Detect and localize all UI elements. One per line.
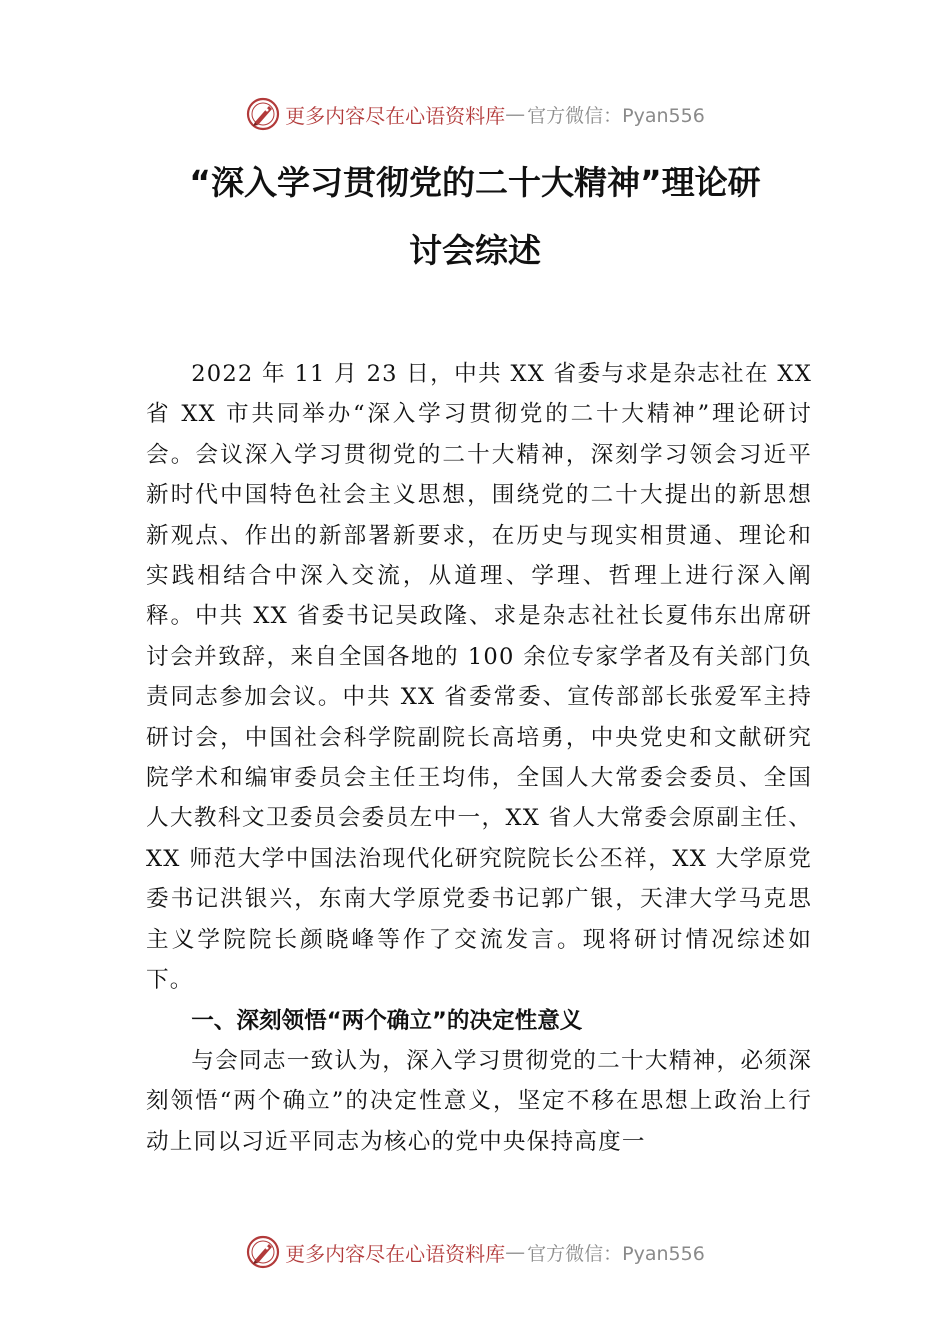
pen-nib-seal-icon [245,1234,281,1270]
watermark-site-name: 更多内容尽在心语资料库 [285,103,506,128]
watermark-contact: 官方微信：Pyan556 [527,104,705,127]
watermark-header [0,92,950,136]
document-body [146,354,812,1162]
watermark-dash: — [505,1240,526,1264]
title-line-1: “深入学习贯彻党的二十大精神”理论研 [189,163,761,202]
body-paragraph-1: 2022 年 11 月 23 日，中共 XX 省委与求是杂志社在 XX 省 XX 市共同举办“深入学习贯彻党的二十大精神”理论研讨会。会议深入学习贯彻党的二十大精神，深刻学习领会习近平新时代中国特色社会主义思想，围绕党的二十大提出的新思想新观点、作出的新部署新要求，在历史与现实相贯通、理论和实践相结合中深入交流，从道理、学理、哲理上进行深入阐释。中共 XX 省委书记吴政隆、求是杂志社社长夏伟东出席研讨会并致辞，来自全国各地的 100 余位专家学者及有关部门负责同志参加会议。中共 XX 省委常委、宣传部部长张爱军主持研讨会，中国社会科学院副院长高培勇，中央党史和文献研究院学术和编审委员会主任王均伟，全国人大常委会委员、全国人大教科文卫委员会委员左中一，XX 省人大常委会原副主任、XX 师范大学中国法治现代化研究院院长公丕祥，XX 大学原党委书记洪银兴，东南大学原党委书记郭广银，天津大学马克思主义学院院长颜晓峰等作了交流发言。现将研讨情况综述如下。 [146,361,812,994]
watermark-site-name: 更多内容尽在心语资料库 [285,1241,506,1266]
watermark-contact: 官方微信：Pyan556 [527,1242,705,1265]
document-title [120,160,830,274]
watermark-dash: — [505,102,526,126]
section-heading-1: 一、深刻领悟“两个确立”的决定性意义 [191,1007,583,1034]
title-line-2: 讨会综述 [409,231,541,270]
watermark-footer [0,1230,950,1274]
body-paragraph-2: 与会同志一致认为，深入学习贯彻党的二十大精神，必须深刻领悟“两个确立”的决定性意义，坚定不移在思想上政治上行动上同以习近平同志为核心的党中央保持高度一 [146,1047,812,1155]
pen-nib-seal-icon [245,96,281,132]
